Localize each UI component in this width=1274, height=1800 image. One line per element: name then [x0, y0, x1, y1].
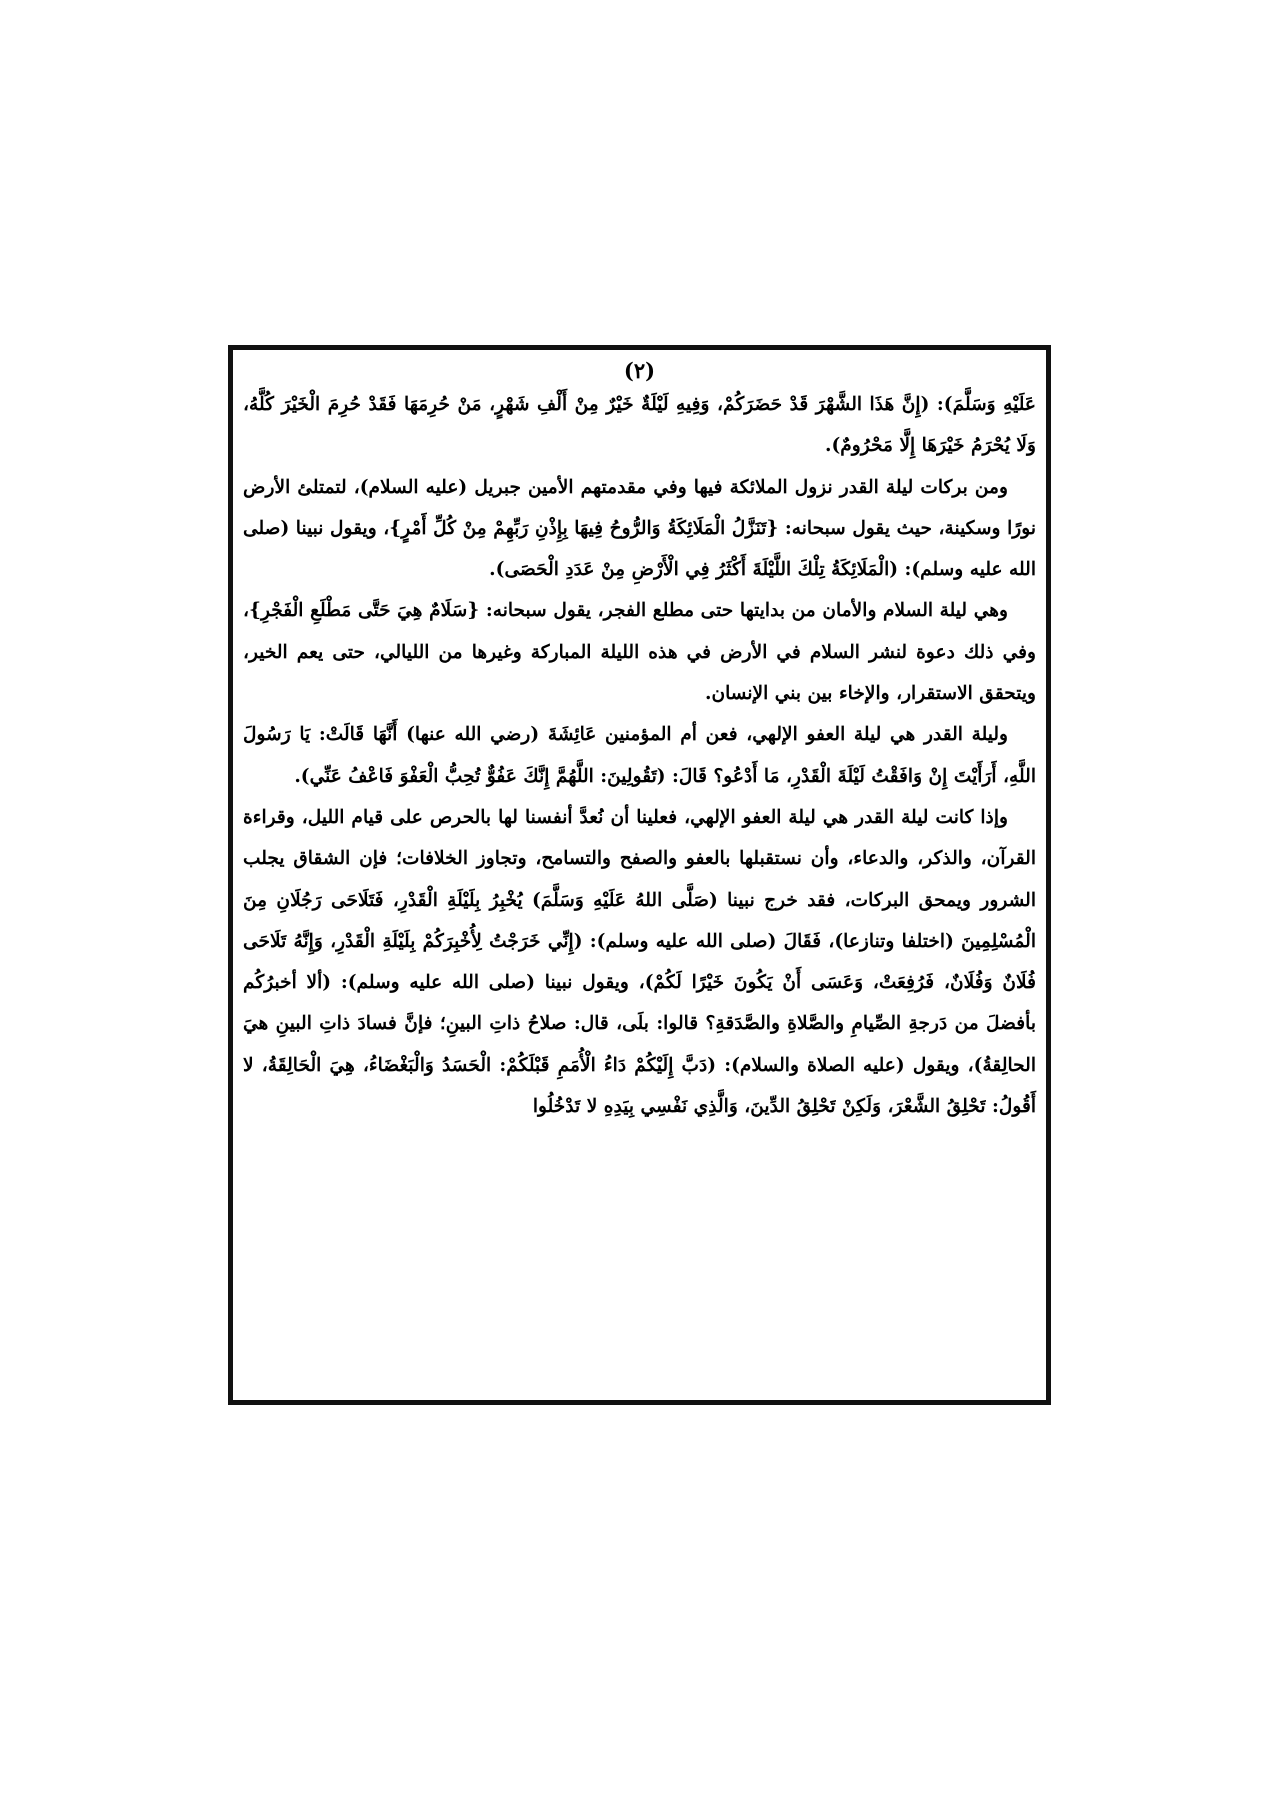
paragraph: ومن بركات ليلة القدر نزول الملائكة فيها وفي مقدمتهم الأمين جبريل (عليه السلام)، لتمتلئ الأرض نورًا وسكينة، حيث يقول سبحانه: {تَنَزَّلُ الْمَلَائِكَةُ وَالرُّوحُ فِيهَا بِإِذْنِ رَبِّهِمْ مِنْ كُلِّ أَمْرٍ}، ويقول نبينا (صلى الله عليه وسلم): (الْمَلَائِكَةُ تِلْكَ اللَّيْلَةَ أَكْثَرُ فِي الْأَرْضِ مِنْ عَدَدِ الْحَصَى). [243, 476, 1036, 581]
page-number: (٢) [623, 358, 656, 383]
paragraph: وإذا كانت ليلة القدر هي ليلة العفو الإلهي، فعلينا أن نُعدَّ أنفسنا لها بالحرص على قيام الليل، وقراءة القرآن، والذكر، والدعاء، وأن نستقبلها بالعفو والصفح والتسامح، وتجاوز الخلافات؛ فإن الشقاق يجلب الشرور ويمحق البركات، فقد خرج نبينا (صَلَّى اللهُ عَلَيْهِ وَسَلَّمَ) يُخْبِرُ بِلَيْلَةِ الْقَدْرِ، فَتَلَاحَى رَجُلَانِ مِنَ الْمُسْلِمِينَ (اختلفا وتنازعا)، فَقَالَ (صلى الله عليه وسلم): (إِنِّي خَرَجْتُ لِأُخْبِرَكُمْ بِلَيْلَةِ الْقَدْرِ، وَإِنَّهُ تَلَاحَى فُلَانٌ وَفُلَانٌ، فَرُفِعَتْ، وَعَسَى أَنْ يَكُونَ خَيْرًا لَكُمْ)، ويقول نبينا (صلى الله عليه وسلم): (ألا أخبرُكُم بأفضلَ من دَرجةِ الصِّيامِ والصَّلاةِ والصَّدَقةِ؟ قالوا: بلَى، قال: صلاحُ ذاتِ البينِ؛ فإنَّ فسادَ ذاتِ البينِ هيَ الحالِقةُ)، ويقول (عليه الصلاة والسلام): (دَبَّ إِلَيْكُمْ دَاءُ الْأُمَمِ قَبْلَكُمْ: الْحَسَدُ وَالْبَغْضَاءُ، هِيَ الْحَالِقَةُ، لا أَقُولُ: تَحْلِقُ الشَّعْرَ، وَلَكِنْ تَحْلِقُ الدِّينَ، وَالَّذِي نَفْسِي بِيَدِهِ لا تَدْخُلُوا [243, 806, 1036, 1118]
page-border-frame [228, 345, 1051, 1405]
paragraph: وليلة القدر هي ليلة العفو الإلهي، فعن أم المؤمنين عَائِشَةَ (رضي الله عنها) أَنَّهَا قَالَتْ: يَا رَسُولَ اللَّهِ، أَرَأَيْتَ إِنْ وَافَقْتُ لَيْلَةَ الْقَدْرِ، مَا أَدْعُو؟ قَالَ: (تَقُولِينَ: اللَّهُمَّ إِنَّكَ عَفُوٌّ تُحِبُّ الْعَفْوَ فَاعْفُ عَنِّي). [243, 724, 1036, 787]
body-text [243, 384, 1036, 1127]
paragraph: عَلَيْهِ وَسَلَّمَ): (إِنَّ هَذَا الشَّهْرَ قَدْ حَضَرَكُمْ، وَفِيهِ لَيْلَةٌ خَيْرٌ مِنْ أَلْفِ شَهْرٍ، مَنْ حُرِمَهَا فَقَدْ حُرِمَ الْخَيْرَ كُلَّهُ، وَلَا يُحْرَمُ خَيْرَهَا إِلَّا مَحْرُومٌ). [243, 394, 1036, 457]
paragraph: وهي ليلة السلام والأمان من بدايتها حتى مطلع الفجر، يقول سبحانه: {سَلَامٌ هِيَ حَتَّى مَطْلَعِ الْفَجْرِ}، وفي ذلك دعوة لنشر السلام في الأرض في هذه الليلة المباركة وغيرها من الليالي، حتى يعم الخير، ويتحقق الاستقرار، والإخاء بين بني الإنسان. [243, 600, 1036, 705]
page-content [243, 358, 1036, 1396]
